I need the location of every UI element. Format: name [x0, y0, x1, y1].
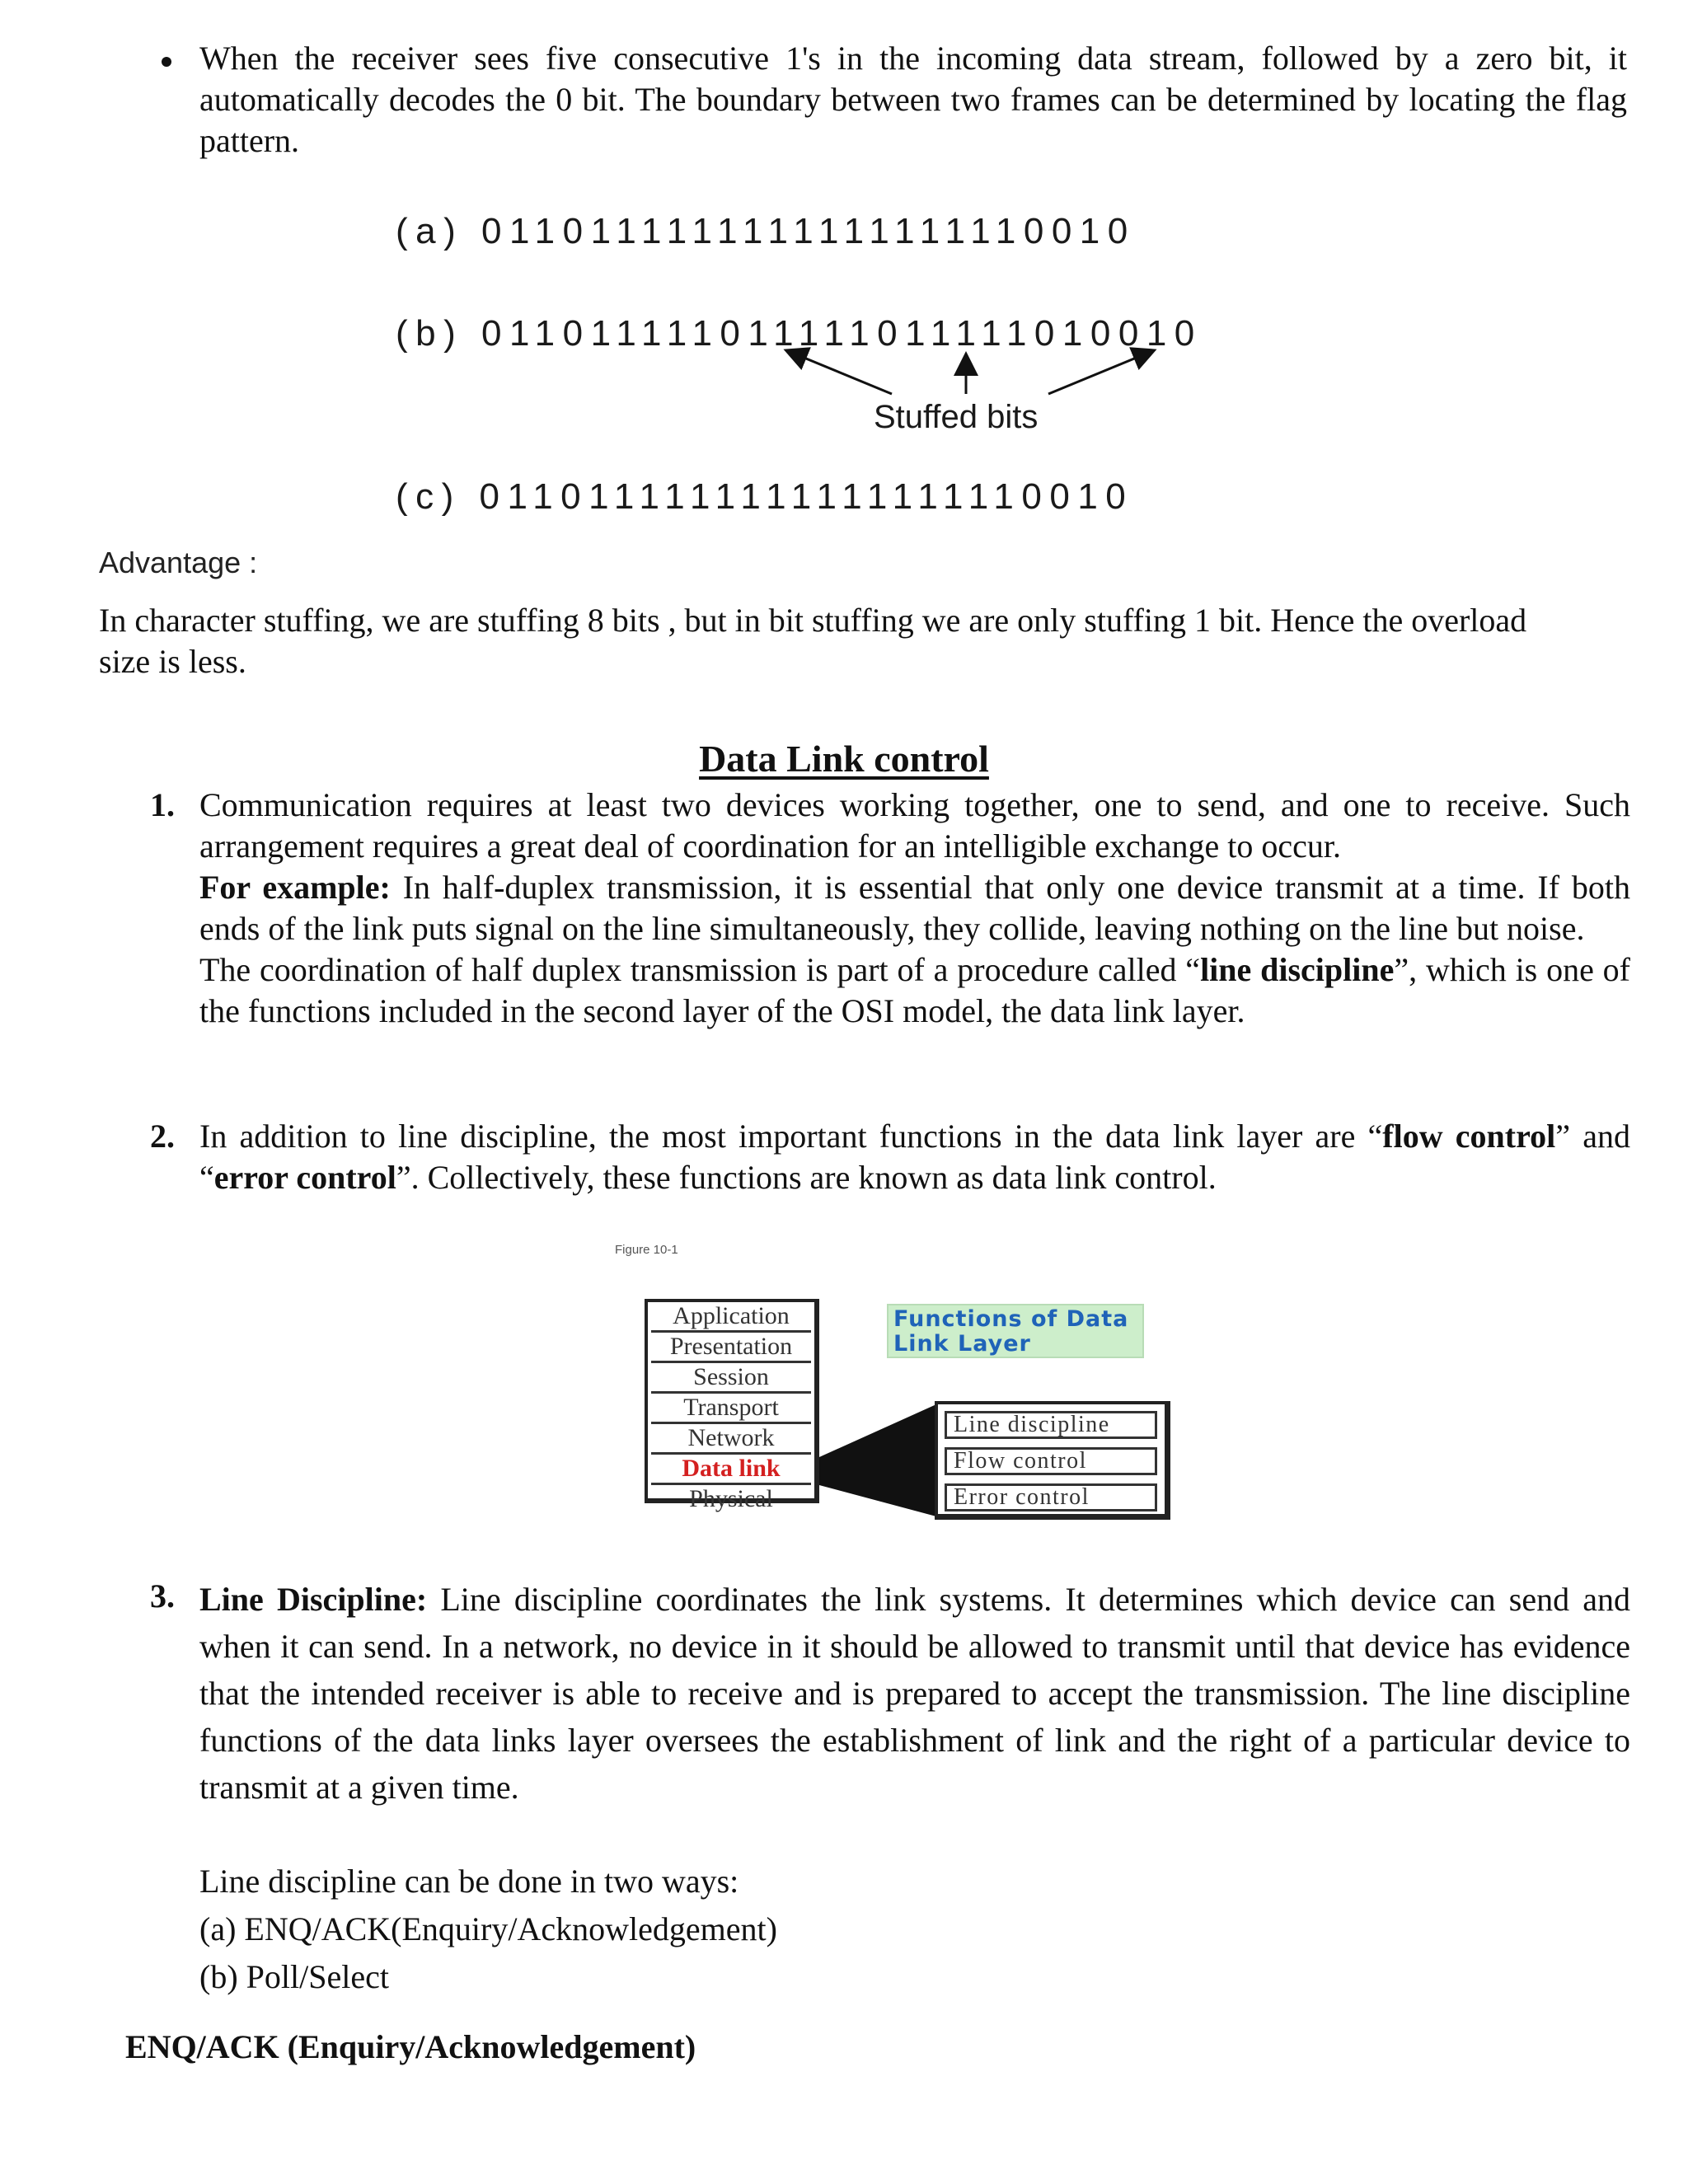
item-1	[199, 785, 1630, 1032]
arrow-right	[1048, 351, 1152, 394]
osi-layer-stack	[645, 1299, 819, 1512]
advantage-label: Advantage :	[99, 546, 258, 579]
arrow-left	[788, 351, 892, 394]
item-1-text-2: In half-duplex transmission, it is essential that only one device transmit at a time. If both ends of the link puts signal on the line simultaneously, they collide, leaving nothing on the line but noise.	[199, 869, 1630, 947]
ways-list	[199, 1858, 777, 2001]
functions-title: Functions of Data Link Layer	[887, 1304, 1144, 1358]
functions-box	[935, 1401, 1170, 1520]
stuffed-bit-arrows	[742, 338, 1203, 404]
item-1-text-1: Communication requires at least two devices working together, one to send, and one to receive. Such arrangement requires a great deal of coordination for an intelligible exchange to occur.	[199, 786, 1630, 865]
item-2-number: 2.	[150, 1118, 175, 1155]
callout-wedge	[816, 1393, 948, 1525]
stuffed-bits-label: Stuffed bits	[874, 399, 1039, 435]
osi-layer: Physical	[689, 1485, 773, 1512]
line-discipline-label: Line Discipline:	[199, 1581, 428, 1618]
item-3-number: 3.	[150, 1577, 175, 1615]
osi-layer: Presentation	[651, 1333, 811, 1363]
bit-sequence-c: (c) 0110111111111111111110010	[396, 476, 1134, 517]
function-flow-control: Flow control	[945, 1447, 1157, 1475]
way-b: (b) Poll/Select	[199, 1958, 389, 1995]
bullet-paragraph: When the receiver sees five consecutive 1's in the incoming data stream, followed by a zero bit, it automatically decodes the 0 bit. The boundary between two frames can be determined by locating the flag pattern.	[199, 40, 1627, 159]
function-line-discipline: Line discipline	[945, 1411, 1157, 1439]
bullet-dot	[162, 57, 171, 67]
bit-sequence-b: (b) 011011111011111011111010010	[396, 313, 1203, 354]
osi-layer: Session	[651, 1363, 811, 1394]
example-label: For example:	[199, 869, 391, 906]
error-control-bold: error control	[213, 1159, 396, 1196]
item-2-text-a: In addition to line discipline, the most important functions in the data link layer are “	[199, 1118, 1383, 1155]
item-3-text: Line discipline coordinates the link systems. It determines which device can send and when it can send. In a network, no device in it should be allowed to transmit until that device has evidence that the intended receiver is able to receive and is prepared to accept the transmission. The line discipline functions of the data links layer oversees the establishment of link and the right of a particular device to transmit at a given time.	[199, 1581, 1631, 1806]
enq-ack-heading: ENQ/ACK (Enquiry/Acknowledgement)	[125, 2028, 696, 2065]
osi-layer: Transport	[651, 1394, 811, 1424]
item-1-paragraph-1	[199, 785, 1630, 1032]
osi-layer: Application	[651, 1302, 811, 1333]
advantage-text: In character stuffing, we are stuffing 8 bits , but in bit stuffing we are only stuffing 1 bit. Hence the overload size is less.	[99, 602, 1527, 680]
bit-sequence-a: (a) 0110111111111111111110010	[396, 211, 1136, 251]
ways-intro: Line discipline can be done in two ways:	[199, 1863, 739, 1900]
item-1-text-3a: The coordination of half duplex transmission is part of a procedure called “	[199, 951, 1201, 988]
item-3-paragraph	[199, 1576, 1630, 1811]
figure-label: Figure 10-1	[615, 1243, 678, 1257]
section-heading: Data Link control	[699, 738, 989, 780]
item-1-number: 1.	[150, 786, 175, 823]
way-a: (a) ENQ/ACK(Enquiry/Acknowledgement)	[199, 1910, 777, 1947]
item-2-text-c: ”. Collectively, these functions are known as data link control.	[396, 1159, 1217, 1196]
osi-layer-data-link: Data link	[651, 1455, 811, 1485]
flow-control-bold: flow control	[1382, 1118, 1556, 1155]
line-discipline-bold: line discipline	[1200, 951, 1395, 988]
item-2-text-b: ” and “	[199, 1118, 1630, 1196]
osi-layer: Network	[651, 1424, 811, 1455]
item-1-text-3b: ”, which is one of the functions included in the second layer of the OSI model, the data link layer.	[199, 951, 1630, 1029]
function-error-control: Error control	[945, 1483, 1157, 1511]
item-2-paragraph	[199, 1116, 1630, 1198]
